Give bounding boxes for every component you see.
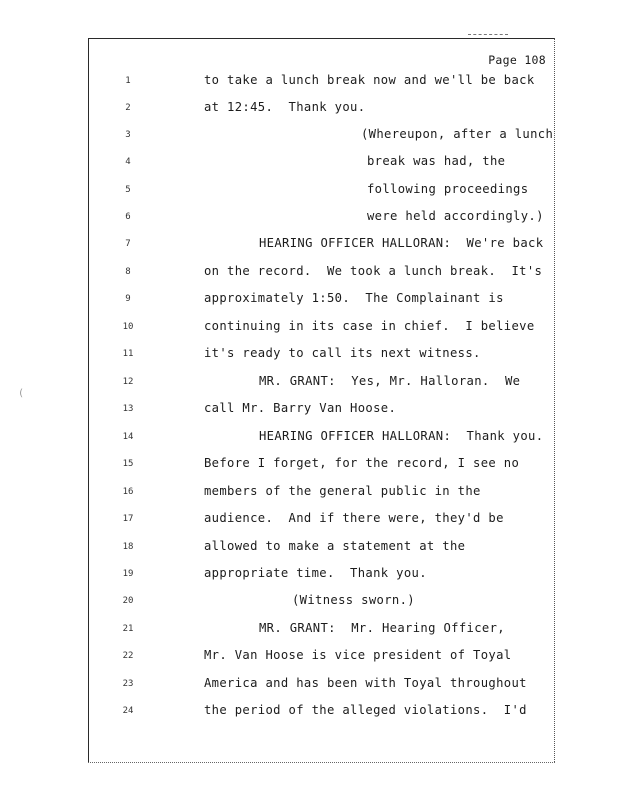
line-number-column: [89, 39, 149, 762]
line-number: 3: [125, 130, 131, 140]
transcript-line: it's ready to call its next witness.: [204, 346, 481, 360]
line-number: 22: [122, 651, 134, 661]
line-number: 9: [125, 294, 131, 304]
line-number: 13: [122, 404, 134, 414]
transcript-page: [88, 38, 555, 762]
transcript-line: America and has been with Toyal throughout: [204, 676, 527, 690]
line-number: 7: [125, 239, 131, 249]
line-number: 23: [122, 679, 134, 689]
line-number: 5: [125, 185, 131, 195]
transcript-line: were held accordingly.): [367, 209, 544, 223]
transcript-line: Mr. Van Hoose is vice president of Toyal: [204, 648, 512, 662]
transcript-line: at 12:45. Thank you.: [204, 100, 366, 114]
transcript-line: Before I forget, for the record, I see no: [204, 456, 520, 470]
transcript-line: continuing in its case in chief. I believe: [204, 319, 535, 333]
scan-artifact: (: [18, 388, 25, 399]
line-number: 19: [122, 569, 134, 579]
line-number: 8: [125, 267, 131, 277]
transcript-line: on the record. We took a lunch break. It's: [204, 264, 543, 278]
transcript-line: allowed to make a statement at the: [204, 539, 466, 553]
transcript-line: call Mr. Barry Van Hoose.: [204, 401, 397, 415]
line-number: 4: [125, 157, 131, 167]
transcript-line: members of the general public in the: [204, 484, 481, 498]
transcript-line: approximately 1:50. The Complainant is: [204, 291, 504, 305]
transcript-line: break was had, the: [367, 154, 506, 168]
line-number: 2: [125, 103, 131, 113]
transcript-line: (Witness sworn.): [292, 593, 415, 607]
transcript-line: audience. And if there were, they'd be: [204, 511, 504, 525]
transcript-line: HEARING OFFICER HALLORAN: We're back: [259, 236, 544, 250]
line-number: 17: [122, 514, 134, 524]
transcript-line: the period of the alleged violations. I'd: [204, 703, 527, 717]
line-number: 14: [122, 432, 134, 442]
page-bottom-rule: [88, 762, 555, 763]
scan-top-dash: [468, 34, 508, 35]
line-number: 11: [122, 349, 134, 359]
transcript-line: to take a lunch break now and we'll be back: [204, 73, 535, 87]
line-number: 16: [122, 487, 134, 497]
transcript-line: HEARING OFFICER HALLORAN: Thank you.: [259, 429, 544, 443]
line-number: 1: [125, 76, 131, 86]
line-number: 6: [125, 212, 131, 222]
line-number: 12: [122, 377, 134, 387]
transcript-line: appropriate time. Thank you.: [204, 566, 427, 580]
line-number: 18: [122, 542, 134, 552]
line-number: 10: [122, 322, 134, 332]
page-number: Page 108: [488, 53, 546, 67]
line-number: 21: [122, 624, 134, 634]
transcript-line: (Whereupon, after a lunch: [361, 127, 554, 141]
line-number: 24: [122, 706, 134, 716]
transcript-line: following proceedings: [367, 182, 529, 196]
transcript-line: MR. GRANT: Mr. Hearing Officer,: [259, 621, 505, 635]
line-number: 20: [122, 596, 134, 606]
line-number: 15: [122, 459, 134, 469]
transcript-line: MR. GRANT: Yes, Mr. Halloran. We: [259, 374, 521, 388]
